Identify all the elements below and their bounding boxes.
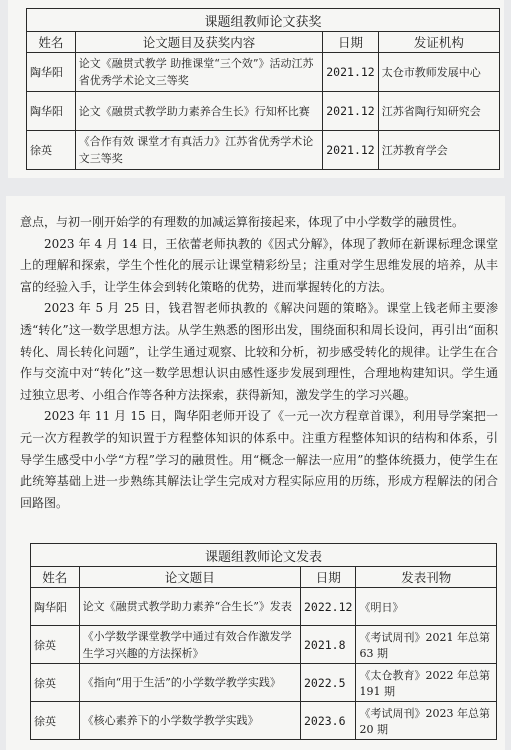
row-name: 陶华阳 — [31, 588, 80, 626]
publication-table-title: 课题组教师论文发表 — [31, 544, 497, 567]
paragraph: 意点，与初一刚开始学的有理数的加减运算衔接起来，体现了中小学数学的融贯性。 — [20, 215, 465, 229]
paragraph: 2023 年 5 月 25 日，钱君智老师执教的《解决问题的策略》。课堂上钱老师主要渗透“转化”这一数学思想方法。从学生熟悉的图形出发，围绕面积和周长设问，再引出“面积转化、周长转化问题”，让学生通过观察、比较和分析，初步感受转化的规律。让学生在合作与交流中对“转化”这一数学思想认识由感性逐步发展到理性，合理地构建知识。学生通过独立思考、小组合作等各种方法探索，获得新知，激发学生的学习兴趣。 — [20, 301, 498, 402]
body-text — [20, 212, 498, 514]
row-title: 论文《融贯式教学助力素养“合生长”》发表 — [79, 588, 300, 626]
paragraph: 2023 年 11 月 15 日，陶华阳老师开设了《一元一次方程章首课》，利用导学案把一元一次方程教学的知识置于方程整体知识的体系中。注重方程整体知识的结构和体系，引导学生感受中小学“方程”学习的融贯性。用“概念一解法一应用”的整体统摄力，使学生在此统筹基础上进一步熟练其解法让学生完成对方程实际应用的历练，形成方程解法的闭合回路图。 — [20, 409, 498, 510]
row-date: 2021.12 — [323, 131, 378, 170]
bottom-page — [6, 196, 505, 750]
award-table-title: 课题组教师论文获奖 — [27, 9, 500, 32]
table-row — [31, 626, 497, 664]
row-name: 徐英 — [31, 626, 80, 664]
row-date: 2022.5 — [300, 664, 355, 702]
row-org: 江苏省陶行知研究会 — [378, 92, 499, 131]
row-date: 2021.8 — [300, 626, 355, 664]
row-title: 论文《融贯式教学 助推课堂“三个效”》活动江苏省优秀学术论文三等奖 — [75, 53, 322, 92]
paragraph: 2023 年 4 月 14 日，王依蕾老师执教的《因式分解》，体现了教师在新课标理念课堂上的理解和探索，学生个性化的展示让课堂精彩纷呈；注重对学生思维发展的培养，从丰富的经验入手，让学生体会到转化策略的优势，进而掌握转化的方法。 — [20, 236, 498, 294]
header-journal: 发表刊物 — [356, 567, 497, 588]
row-title: 《合作有效 课堂才有真活力》江苏省优秀学术论文三等奖 — [75, 131, 322, 170]
row-journal: 《考试周刊》2021 年总第 63 期 — [356, 626, 497, 664]
table-row — [31, 588, 497, 626]
row-name: 徐英 — [31, 702, 80, 740]
row-org: 江苏教育学会 — [378, 131, 499, 170]
header-title: 论文题目 — [79, 567, 300, 588]
row-journal: 《明日》 — [356, 588, 497, 626]
header-date: 日期 — [300, 567, 355, 588]
row-date: 2022.12 — [300, 588, 355, 626]
table-row — [31, 664, 497, 702]
row-date: 2023.6 — [300, 702, 355, 740]
row-title: 《核心素养下的小学数学教学实践》 — [79, 702, 300, 740]
row-title: 《指向“用于生活”的小学数学教学实践》 — [79, 664, 300, 702]
row-name: 陶华阳 — [27, 92, 76, 131]
row-journal: 《考试周刊》2023 年总第 20 期 — [356, 702, 497, 740]
table-row — [27, 53, 500, 92]
table-row — [27, 131, 500, 170]
row-title: 论文《融贯式教学助力素养合生长》行知杯比赛 — [75, 92, 322, 131]
row-title: 《小学数学课堂教学中通过有效合作激发学生学习兴趣的方法探析》 — [79, 626, 300, 664]
row-name: 徐英 — [31, 664, 80, 702]
row-org: 太仓市教师发展中心 — [378, 53, 499, 92]
header-name: 姓名 — [27, 32, 76, 53]
row-date: 2021.12 — [323, 92, 378, 131]
top-page — [8, 0, 504, 178]
award-table — [26, 8, 500, 170]
header-name: 姓名 — [31, 567, 80, 588]
row-journal: 《太仓教育》2022 年总第 191 期 — [356, 664, 497, 702]
header-title: 论文题目及获奖内容 — [75, 32, 322, 53]
row-name: 陶华阳 — [27, 53, 76, 92]
row-name: 徐英 — [27, 131, 76, 170]
table-row — [31, 702, 497, 740]
header-org: 发证机构 — [378, 32, 499, 53]
table-row — [27, 92, 500, 131]
header-date: 日期 — [323, 32, 378, 53]
row-date: 2021.12 — [323, 53, 378, 92]
publication-table — [30, 543, 497, 740]
